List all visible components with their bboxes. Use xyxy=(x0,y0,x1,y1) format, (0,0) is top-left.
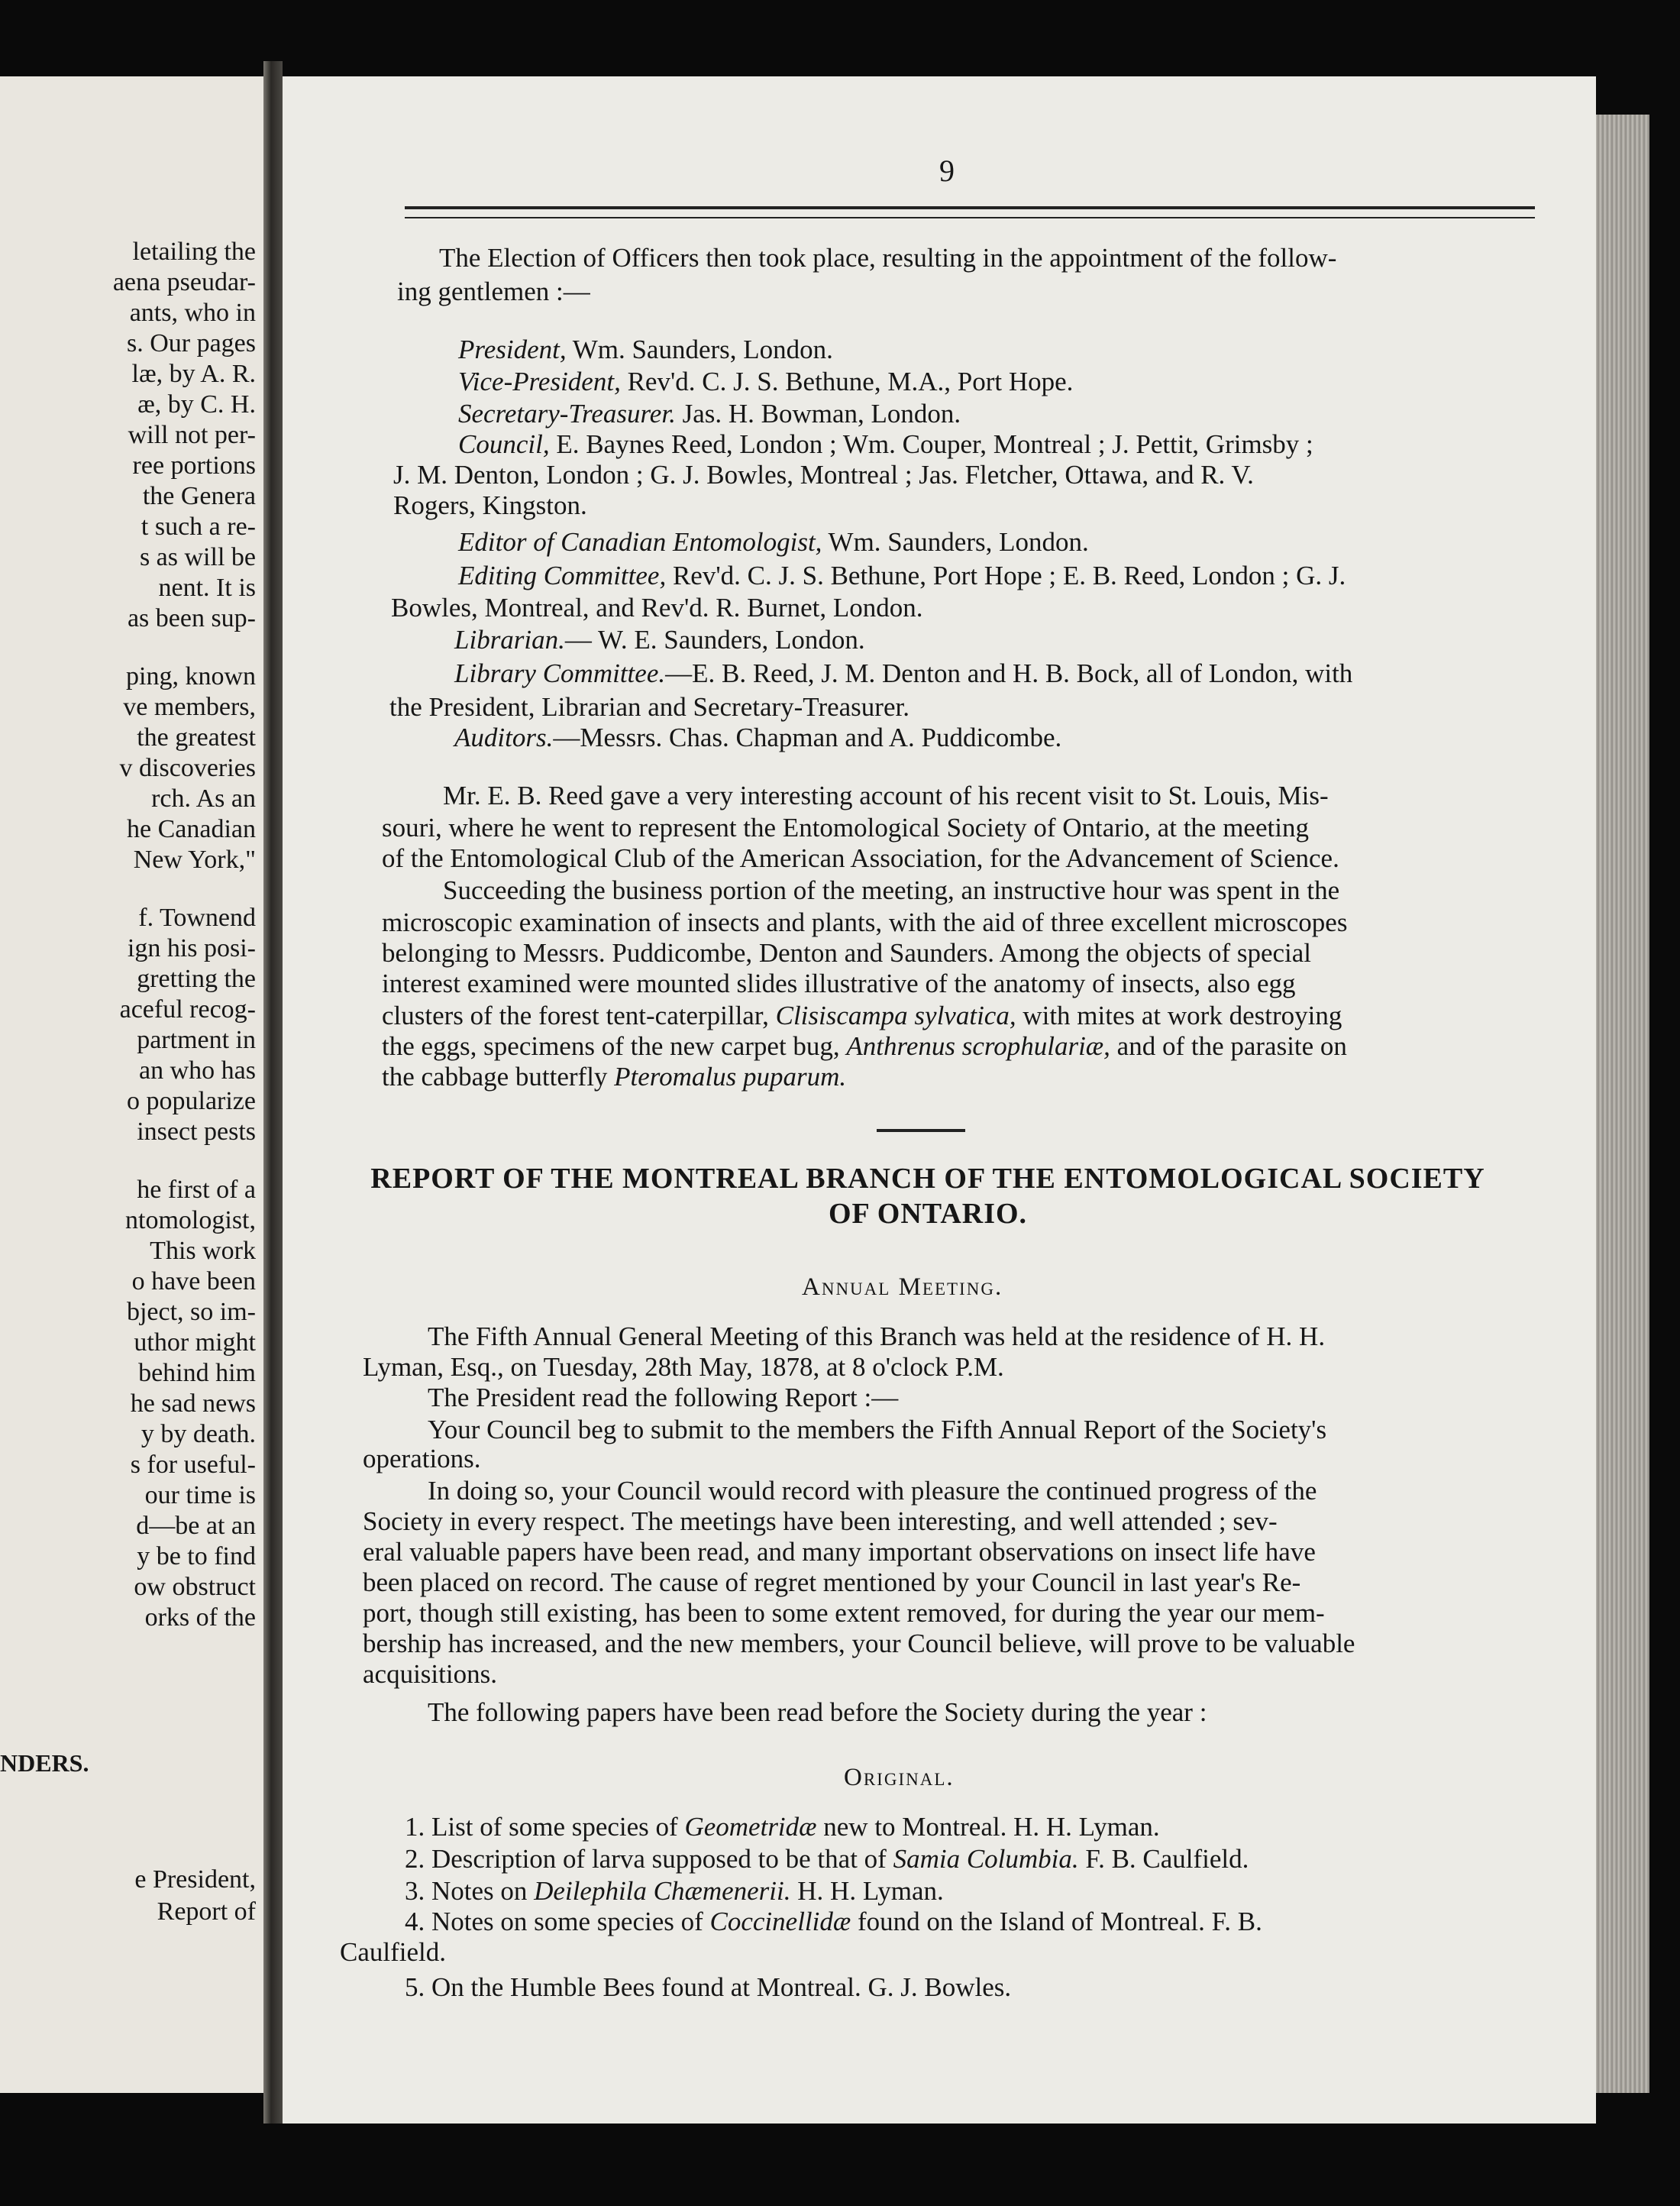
reed-paragraph-l2: souri, where he went to represent the Entomological Society of Ontario, at the meeting xyxy=(382,813,1309,843)
report-p5: The following papers have been read before the Society during the year : xyxy=(428,1697,1207,1727)
previous-page-line: aceful recog- xyxy=(119,995,256,1024)
report-p4-l6: bership has increased, and the new members, your Council believe, will prove to be valuable xyxy=(363,1629,1355,1658)
previous-page-line: t such a re- xyxy=(141,513,256,541)
reed-paragraph-l1: Mr. E. B. Reed gave a very interesting account of his recent visit to St. Louis, Mis- xyxy=(443,781,1329,810)
previous-page-line: ping, known xyxy=(126,662,256,691)
paper-item: 1. List of some species of Geometridæ new to Montreal. H. H. Lyman. xyxy=(405,1812,1160,1842)
previous-page-line: will not per- xyxy=(128,421,256,449)
officer-editor: Editor of Canadian Entomologist, Wm. Saunders, London. xyxy=(458,527,1089,557)
previous-page-line: y by death. xyxy=(141,1420,256,1448)
previous-page-line: o have been xyxy=(131,1267,256,1295)
page-number: 9 xyxy=(939,154,955,188)
report-title: REPORT OF THE MONTREAL BRANCH OF THE ENTOMOLOGICAL SOCIETY OF ONTARIO. xyxy=(370,1163,1485,1230)
previous-page-line: our time is xyxy=(144,1481,256,1509)
business-paragraph-l7: the cabbage butterfly Pteromalus puparum. xyxy=(382,1062,847,1092)
officer-council: Council, E. Baynes Reed, London ; Wm. Couper, Montreal ; J. Pettit, Grimsby ; xyxy=(458,429,1313,459)
previous-page-line: bject, so im- xyxy=(126,1298,256,1326)
previous-page-line: he sad news xyxy=(130,1389,256,1418)
officer-editing-committee: Editing Committee, Rev'd. C. J. S. Bethune, Port Hope ; E. B. Reed, London ; G. J. xyxy=(458,561,1346,590)
previous-page-heading: NDERS. xyxy=(0,1749,89,1777)
report-p4-l4: been placed on record. The cause of regret mentioned by your Council in last year's Re- xyxy=(363,1567,1301,1597)
paper-item: 3. Notes on Deilephila Chæmenerii. H. H. Lyman. xyxy=(405,1876,944,1906)
previous-page-line: rch. As an xyxy=(151,784,256,813)
report-p1-l2: Lyman, Esq., on Tuesday, 28th May, 1878, at 8 o'clock P.M. xyxy=(363,1352,1004,1382)
previous-page-line: ants, who in xyxy=(129,299,256,327)
previous-page-line: ree portions xyxy=(132,451,256,480)
annual-meeting-heading: Annual Meeting. xyxy=(802,1273,1003,1301)
previous-page-line: aena pseudar- xyxy=(112,268,256,296)
previous-page-line: New York," xyxy=(133,846,256,874)
officer-auditors: Auditors.—Messrs. Chas. Chapman and A. Puddicombe. xyxy=(454,723,1062,752)
section-divider xyxy=(877,1129,965,1132)
business-paragraph-l6: the eggs, specimens of the new carpet bug, Anthrenus scrophulariæ, and of the parasite on xyxy=(382,1031,1347,1061)
previous-page-line: læ, by A. R. xyxy=(131,360,256,388)
paper-item: 5. On the Humble Bees found at Montreal. G. J. Bowles. xyxy=(405,1972,1012,2002)
report-p3-l1: Your Council beg to submit to the members the Fifth Annual Report of the Society's xyxy=(428,1415,1327,1444)
business-paragraph-l4: interest examined were mounted slides illustrative of the anatomy of insects, also egg xyxy=(382,969,1296,998)
report-p4-l3: eral valuable papers have been read, and many important observations on insect life have xyxy=(363,1537,1316,1567)
previous-page-line: y be to find xyxy=(137,1542,256,1570)
officer-library-committee-cont: the President, Librarian and Secretary-Treasurer. xyxy=(389,692,909,722)
previous-page-line: letailing the xyxy=(132,238,256,266)
previous-page-line: gretting the xyxy=(137,965,256,993)
previous-page-line: s as will be xyxy=(139,543,256,571)
previous-page-line: f. Townend xyxy=(138,904,256,932)
officer-editing-committee-cont: Bowles, Montreal, and Rev'd. R. Burnet, London. xyxy=(391,593,923,623)
report-p1-l1: The Fifth Annual General Meeting of this Branch was held at the residence of H. H. xyxy=(428,1321,1326,1351)
report-p4-l7: acquisitions. xyxy=(363,1659,497,1689)
paper-item-cont: Caulfield. xyxy=(340,1937,446,1967)
previous-page-line: the greatest xyxy=(137,723,256,752)
previous-page-line: ow obstruct xyxy=(134,1573,256,1601)
previous-page-line: the Genera xyxy=(142,482,256,510)
election-intro: The Election of Officers then took place, resulting in the appointment of the follow- xyxy=(439,243,1337,273)
officer-vice-president: Vice-President, Rev'd. C. J. S. Bethune, M.A., Port Hope. xyxy=(458,367,1074,396)
officer-president: President, Wm. Saunders, London. xyxy=(458,335,833,364)
previous-page-line: insect pests xyxy=(137,1118,256,1146)
report-p2: The President read the following Report :— xyxy=(428,1383,899,1412)
previous-page-line: behind him xyxy=(138,1359,256,1387)
previous-page-line: an who has xyxy=(139,1056,256,1085)
officer-secretary: Secretary-Treasurer. Jas. H. Bowman, London. xyxy=(458,399,961,429)
previous-page-line: o popularize xyxy=(127,1087,256,1115)
officer-council-cont: J. M. Denton, London ; G. J. Bowles, Montreal ; Jas. Fletcher, Ottawa, and R. V. xyxy=(393,460,1254,490)
previous-page-line: s for useful- xyxy=(130,1451,256,1479)
paper-item: 4. Notes on some species of Coccinellidæ found on the Island of Montreal. F. B. xyxy=(405,1907,1262,1936)
previous-page-line: æ, by C. H. xyxy=(137,390,256,419)
previous-page-line: Report of xyxy=(157,1897,256,1926)
business-paragraph-l2: microscopic examination of insects and plants, with the aid of three excellent microscopes xyxy=(382,907,1348,937)
original-heading: Original. xyxy=(844,1764,955,1791)
previous-page-line: d—be at an xyxy=(136,1512,256,1540)
previous-page-line: ntomologist, xyxy=(125,1206,256,1234)
previous-page-line: partment in xyxy=(137,1026,256,1054)
report-p4-l5: port, though still existing, has been to some extent removed, for during the year our mem- xyxy=(363,1598,1325,1628)
header-rule xyxy=(405,206,1535,218)
previous-page-line: as been sup- xyxy=(127,604,256,632)
officer-council-cont2: Rogers, Kingston. xyxy=(393,490,587,520)
previous-page-line: he Canadian xyxy=(127,815,256,843)
previous-page-line: v discoveries xyxy=(119,754,256,782)
previous-page-line: e President, xyxy=(134,1865,256,1894)
previous-page-line: ve members, xyxy=(123,693,256,721)
paper-item: 2. Description of larva supposed to be that of Samia Columbia. F. B. Caulfield. xyxy=(405,1844,1249,1874)
book-gutter xyxy=(263,61,283,2124)
previous-page-line: nent. It is xyxy=(158,574,256,602)
business-paragraph-l1: Succeeding the business portion of the meeting, an instructive hour was spent in the xyxy=(443,875,1340,905)
business-paragraph-l3: belonging to Messrs. Puddicombe, Denton and Saunders. Among the objects of special xyxy=(382,938,1312,968)
previous-page-line: This work xyxy=(150,1237,256,1265)
previous-page-line: orks of the xyxy=(144,1603,256,1632)
election-intro-cont: ing gentlemen :— xyxy=(397,277,590,306)
officer-library-committee: Library Committee.—E. B. Reed, J. M. Denton and H. B. Bock, all of London, with xyxy=(454,658,1353,688)
previous-page-line: he first of a xyxy=(137,1176,256,1204)
page-edge xyxy=(1596,115,1649,2093)
business-paragraph-l5: clusters of the forest tent-caterpillar, Clisiscampa sylvatica, with mites at work destroying xyxy=(382,1001,1342,1030)
officer-librarian: Librarian.— W. E. Saunders, London. xyxy=(454,625,865,655)
report-p4-l1: In doing so, your Council would record with pleasure the continued progress of the xyxy=(428,1476,1317,1506)
previous-page-line: s. Our pages xyxy=(126,329,256,357)
report-p4-l2: Society in every respect. The meetings have been interesting, and well attended ; sev- xyxy=(363,1506,1278,1536)
report-p3-l2: operations. xyxy=(363,1444,481,1473)
previous-page-line: ign his posi- xyxy=(127,934,256,962)
reed-paragraph-l3: of the Entomological Club of the American Association, for the Advancement of Science. xyxy=(382,843,1339,873)
previous-page-line: uthor might xyxy=(134,1328,256,1357)
